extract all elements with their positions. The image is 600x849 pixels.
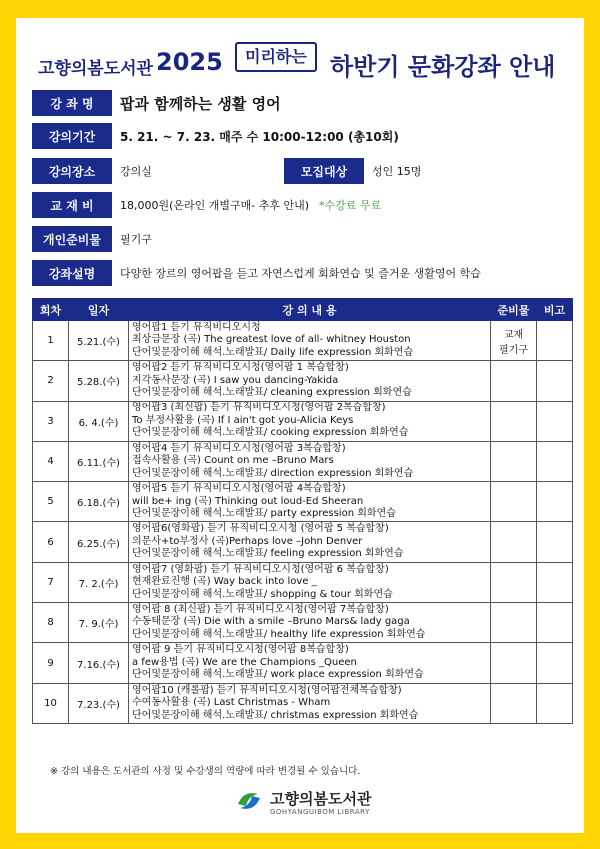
row-num: 9 [33, 643, 69, 683]
row-remarks [537, 361, 573, 401]
row-num: 1 [33, 321, 69, 361]
row-materials [491, 683, 537, 723]
fee-label: 교 재 비 [32, 192, 112, 218]
content-line: 영어팝 8 (최신팝) 듣기 뮤직비디오시청(영어팝 7복습합창) [132, 603, 389, 615]
row-content [129, 562, 491, 602]
row-content [129, 441, 491, 481]
row-num: 10 [33, 683, 69, 723]
row-date: 7.23.(수) [69, 683, 129, 723]
content-line: 단어및문장이해 해석.노래발표/ party expression 회화연습 [132, 508, 396, 520]
content-line: 영어팝5 듣기 뮤직비디오시청(영어팝 4복습합창) [132, 483, 346, 495]
period-value: 5. 21. ~ 7. 23. 매주 수 10:00-12:00 (총10회) [120, 129, 399, 144]
prep-value: 필기구 [120, 233, 152, 246]
content-line: 지각동사문장 (곡) I saw you dancing-Yakida [132, 374, 339, 386]
row-materials [491, 401, 537, 441]
content-line: 단어및문장이해 해석.노래발표/ Daily life expression 회화연습 [132, 346, 414, 358]
content-line: a few용법 (곡) We are the Champions _Queen [132, 656, 357, 668]
row-remarks [537, 603, 573, 643]
row-materials [491, 441, 537, 481]
content-line: 단어및문장이해 해석.노래발표/ healthy life expression 회화연습 [132, 628, 426, 640]
content-line: 영어팝1 듣기 뮤직비디오시청 [132, 321, 261, 333]
content-line: 영어팝10 (캐롤팝) 듣기 뮤직비디오시청(영어팝전체복습합창) [132, 684, 402, 696]
table-row [33, 603, 573, 643]
row-date: 5.21.(수) [69, 321, 129, 361]
title-library: 고향의봄도서관 [38, 59, 153, 79]
row-remarks [537, 482, 573, 522]
poster-title [16, 40, 584, 88]
content-line: 수동태문장 (곡) Die with a smile –Bruno Mars& lady gaga [132, 616, 410, 628]
row-content [129, 321, 491, 361]
material-item: 교재 [503, 329, 524, 341]
row-remarks [537, 321, 573, 361]
row-content [129, 482, 491, 522]
library-logo-icon [234, 786, 264, 816]
content-line: 단어및문장이해 해석.노래발표/ shopping & tour 회화연습 [132, 588, 393, 600]
row-num: 5 [33, 482, 69, 522]
table-row [33, 643, 573, 683]
table-row [33, 683, 573, 723]
content-line: 현재완료진행 (곡) Way back into love _ [132, 576, 317, 588]
row-materials [491, 562, 537, 602]
content-line: 단어및문장이해 해석.노래발표/ feeling expression 회화연습 [132, 548, 404, 560]
row-num: 8 [33, 603, 69, 643]
header-materials: 준비물 [491, 299, 537, 321]
row-materials [491, 361, 537, 401]
row-date: 6.18.(수) [69, 482, 129, 522]
course-label: 강 좌 명 [32, 90, 112, 116]
row-num: 4 [33, 441, 69, 481]
place-label: 강의장소 [32, 158, 112, 184]
row-date: 6. 4.(수) [69, 401, 129, 441]
row-materials [491, 522, 537, 562]
row-remarks [537, 562, 573, 602]
content-line: 의문사+to부정사 (곡)Perhaps love –John Denver [132, 535, 363, 547]
schedule-table [32, 298, 573, 724]
row-date: 6.25.(수) [69, 522, 129, 562]
row-content [129, 683, 491, 723]
content-line: will be+ ing (곡) Thinking out loud-Ed Sheeran [132, 495, 364, 507]
fee-note: *수강료 무료 [319, 199, 382, 212]
content-line: 영어팝2 듣기 뮤직비디오시청(영어팝 1 복습합창) [132, 362, 349, 374]
table-row [33, 401, 573, 441]
table-row [33, 321, 573, 361]
content-line: 영어팝 9 듣기 뮤직비디오시청(영어팝 8복습합창) [132, 644, 349, 656]
row-content [129, 522, 491, 562]
content-line: 최상급문장 (곡) The greatest love of all- whitney Houston [132, 334, 411, 346]
content-line: 영어팝6(영화팝) 듣기 뮤직비디오시청 (영어팝 5 복습합창) [132, 523, 389, 535]
poster-sheet [16, 18, 584, 833]
table-row [33, 441, 573, 481]
content-line: 영어팝3 (최신팝) 듣기 뮤직비디오시청(영어팝 2복습합창) [132, 402, 386, 414]
header-remarks: 비고 [537, 299, 573, 321]
target-label: 모집대상 [284, 158, 364, 184]
target-value: 성인 15명 [372, 165, 422, 178]
table-row [33, 361, 573, 401]
row-date: 7.16.(수) [69, 643, 129, 683]
content-line: 단어및문장이해 해석.노래발표/ cooking expression 회화연습 [132, 427, 409, 439]
disclaimer-note: ※ 강의 내용은 도서관의 사정 및 수강생의 역량에 따라 변경될 수 있습니다. [50, 766, 361, 777]
row-content [129, 401, 491, 441]
info-place [32, 158, 572, 184]
prep-label: 개인준비물 [32, 226, 112, 252]
row-content [129, 361, 491, 401]
course-value: 팝과 함께하는 생활 영어 [120, 94, 281, 113]
logo-subtitle: GOHYANGUIBOM LIBRARY [270, 808, 370, 816]
row-materials [491, 603, 537, 643]
content-line: 단어및문장이해 해석.노래발표/ direction expression 회화연습 [132, 467, 414, 479]
row-materials [491, 643, 537, 683]
library-logo [234, 786, 394, 820]
table-row [33, 522, 573, 562]
row-materials [491, 321, 537, 361]
content-line: 영어팝7 (영화팝) 듣기 뮤직비디오시청(영어팝 6 복습합창) [132, 563, 389, 575]
row-date: 6.11.(수) [69, 441, 129, 481]
row-content [129, 643, 491, 683]
row-num: 2 [33, 361, 69, 401]
title-year: 2025 [156, 48, 223, 76]
row-materials [491, 482, 537, 522]
content-line: 접속사활용 (곡) Count on me –Bruno Mars [132, 455, 334, 467]
period-label: 강의기간 [32, 123, 112, 149]
table-row [33, 562, 573, 602]
table-row [33, 482, 573, 522]
material-item: 필기구 [499, 344, 528, 356]
content-line: 단어및문장이해 해석.노래발표/ work place expression 회화연습 [132, 669, 424, 681]
content-line: 영어팝4 듣기 뮤직비디오시청(영어팝 3복습합창) [132, 442, 346, 454]
content-line: 수여동사활용 (곡) Last Christmas - Wham [132, 697, 331, 709]
row-content [129, 603, 491, 643]
header-num: 회차 [33, 299, 69, 321]
table-header-row [33, 299, 573, 321]
content-line: To 부정사활용 (곡) If I ain't got you-Alicia Keys [132, 414, 354, 426]
fee-value: 18,000원(온라인 개별구매- 추후 안내) [120, 199, 310, 212]
row-num: 3 [33, 401, 69, 441]
header-date: 일자 [69, 299, 129, 321]
row-remarks [537, 643, 573, 683]
row-date: 7. 2.(수) [69, 562, 129, 602]
title-main: 하반기 문화강좌 안내 [330, 53, 556, 81]
header-content: 강 의 내 용 [129, 299, 491, 321]
logo-name: 고향의봄도서관 [270, 790, 372, 808]
row-remarks [537, 441, 573, 481]
row-date: 5.28.(수) [69, 361, 129, 401]
row-remarks [537, 683, 573, 723]
place-value: 강의실 [120, 165, 152, 178]
row-date: 7. 9.(수) [69, 603, 129, 643]
desc-label: 강좌설명 [32, 260, 112, 286]
row-remarks [537, 401, 573, 441]
desc-value: 다양한 장르의 영어팝을 듣고 자연스럽게 회화연습 및 즐거운 생활영어 학습 [120, 267, 481, 280]
row-num: 7 [33, 562, 69, 602]
content-line: 단어및문장이해 해석.노래발표/ christmas expression 회화연습 [132, 709, 419, 721]
content-line: 단어및문장이해 해석.노래발표/ cleaning expression 회화연습 [132, 387, 412, 399]
row-remarks [537, 522, 573, 562]
row-num: 6 [33, 522, 69, 562]
title-boxed-label: 미리하는 [235, 42, 317, 72]
